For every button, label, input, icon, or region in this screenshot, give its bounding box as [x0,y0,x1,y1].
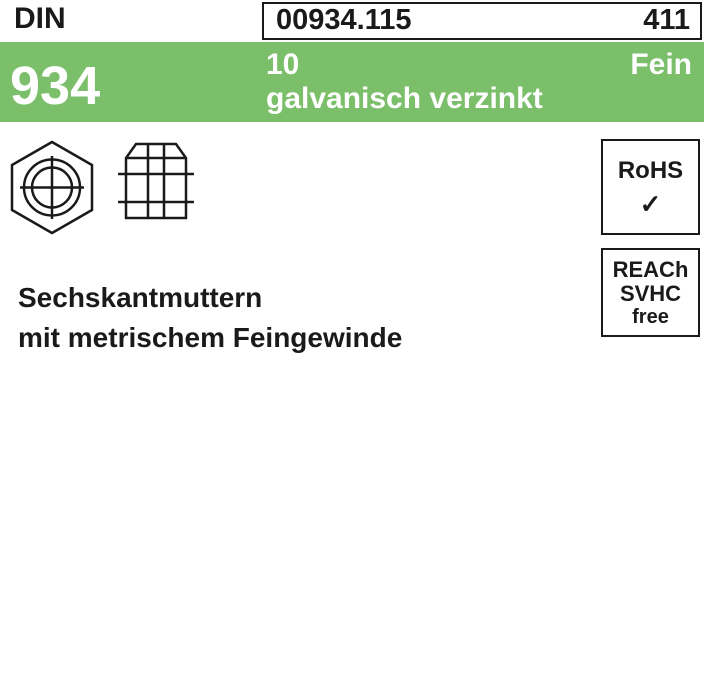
strength-grade: 10 [266,48,300,81]
reach-label: REACh [612,257,689,282]
thread-type: Fein [630,48,692,81]
hex-nut-drawing-svg [0,130,220,245]
hex-nut-top-view [12,142,92,233]
product-title-line1: Sechskantmuttern [18,282,263,313]
check-icon: ✓ [639,189,662,219]
coating-text: galvanisch verzinkt [266,82,543,115]
rohs-label: RoHS [617,157,684,184]
reach-badge [601,248,700,337]
product-title-line2: mit metrischem Feingewinde [18,322,403,353]
rohs-badge [601,139,700,235]
header-band [0,0,704,122]
article-number: 00934.115 [276,4,412,36]
article-suffix: 411 [643,4,690,36]
svhc-label: SVHC [619,281,682,306]
standard-number: 934 [10,56,101,116]
hex-nut-side-view [118,144,194,218]
free-label: free [632,306,669,328]
standard-label: DIN [14,2,66,35]
technical-drawings [0,130,220,245]
